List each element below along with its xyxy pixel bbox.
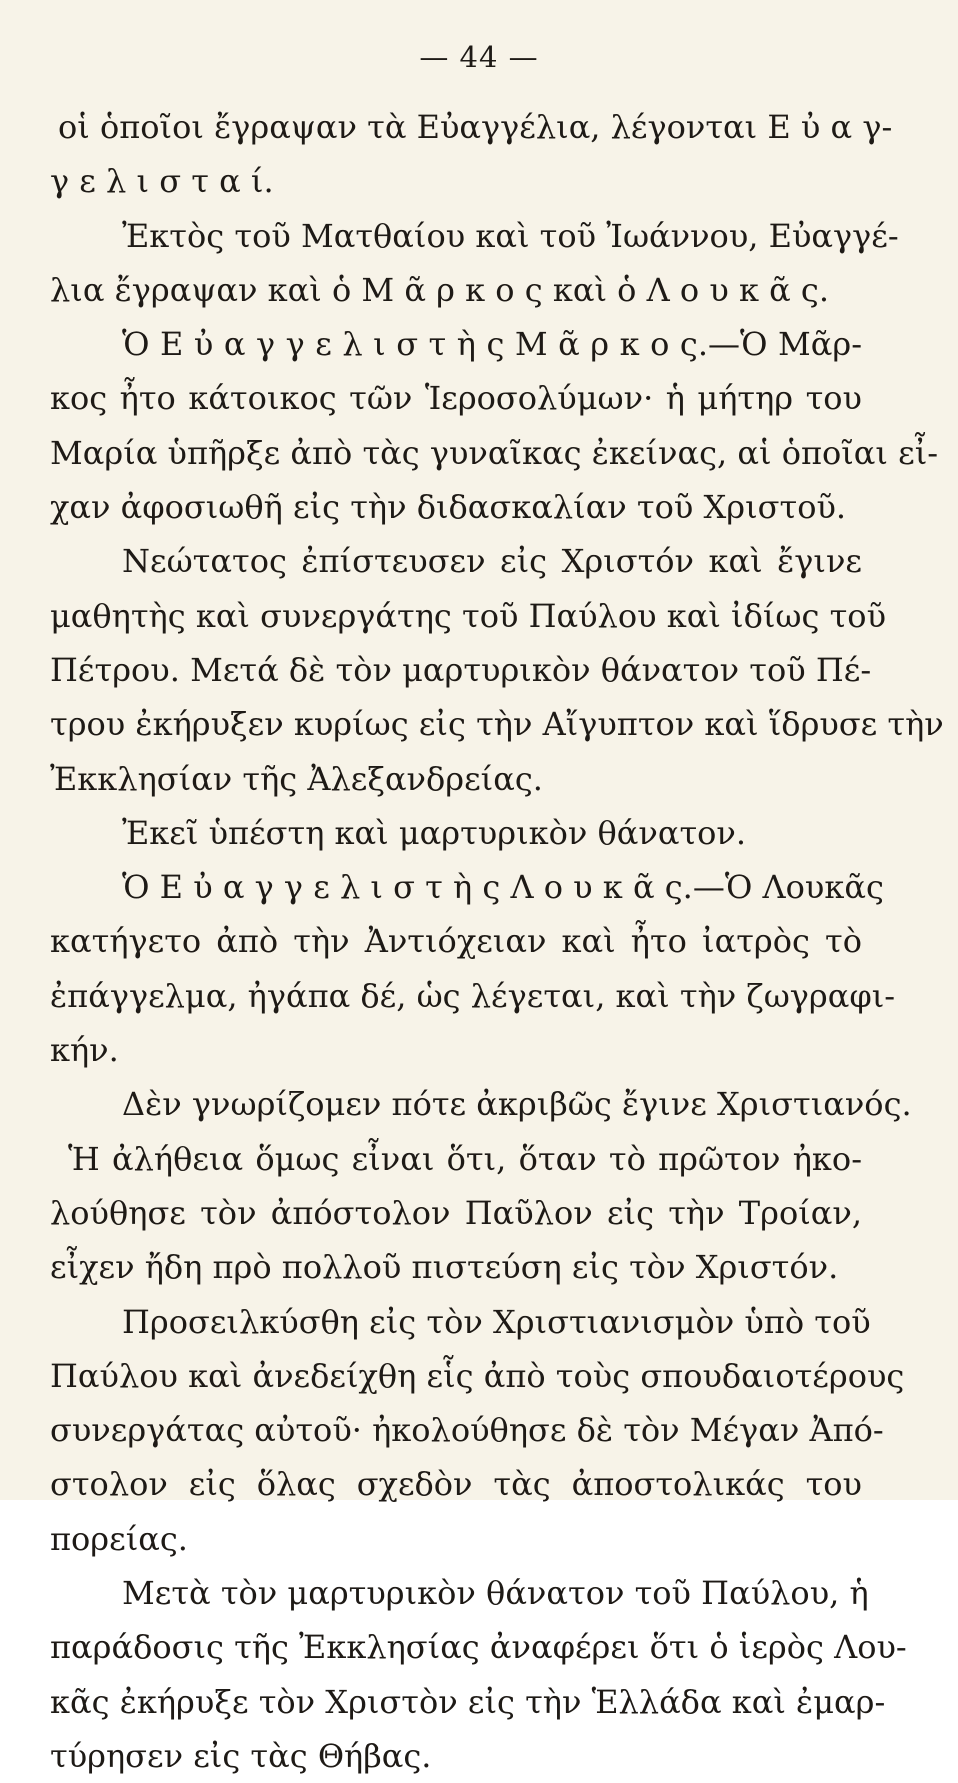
text-line: στολον εἰς ὅλας σχεδὸν τὰς ἀποστολικάς του bbox=[50, 1465, 862, 1504]
text-line: ἐπάγγελμα, ἠγάπα δέ, ὡς λέγεται, καὶ τὴν ζωγραφι- bbox=[50, 976, 896, 1015]
text-line: λούθησε τὸν ἀπόστολον Παῦλον εἰς τὴν Τροίαν, bbox=[50, 1193, 862, 1232]
text-line: μαθητὴς καὶ συνεργάτης τοῦ Παύλου καὶ ἰδίως τοῦ bbox=[50, 596, 887, 635]
body-text bbox=[50, 100, 944, 1783]
text-line: χαν ἀφοσιωθῆ εἰς τὴν διδασκαλίαν τοῦ Χριστοῦ. bbox=[50, 488, 847, 527]
text-line: πορείας. bbox=[50, 1519, 188, 1558]
text-line: κος ἦτο κάτοικος τῶν Ἱεροσολύμων· ἡ μήτηρ του bbox=[50, 379, 862, 418]
text-line: κήν. bbox=[50, 1031, 119, 1070]
text-line: τύρησεν εἰς τὰς Θήβας. bbox=[50, 1736, 432, 1775]
text-line: Πέτρου. Μετά δὲ τὸν μαρτυρικὸν θάνατον τοῦ Πέ- bbox=[50, 650, 872, 689]
text-line: συνεργάτας αὐτοῦ· ἠκολούθησε δὲ τὸν Μέγαν Ἀπό- bbox=[50, 1411, 884, 1450]
text-line: παράδοσις τῆς Ἐκκλησίας ἀναφέρει ὅτι ὁ ἱερὸς Λου- bbox=[50, 1628, 907, 1667]
text-line: κᾶς ἐκήρυξε τὸν Χριστὸν εἰς τὴν Ἑλλάδα καὶ ἐμαρ- bbox=[50, 1682, 886, 1721]
text-line: οἱ ὁποῖοι ἔγραψαν τὰ Εὐαγγέλια, λέγονται Ε ὐ α γ- bbox=[58, 108, 893, 146]
text-line: τρου ἐκήρυξεν κυρίως εἰς τὴν Αἴγυπτον καὶ ἵδρυσε τὴν bbox=[50, 705, 944, 744]
text-line: Ὁ Ε ὐ α γ γ ε λ ι σ τ ὴ ς Λ ο υ κ ᾶ ς.—Ὁ Λουκᾶς bbox=[122, 868, 884, 907]
page-number: — 44 — bbox=[419, 40, 539, 74]
text-line: Ἡ ἀλήθεια ὅμως εἶναι ὅτι, ὅταν τὸ πρῶτον ἠκο- bbox=[68, 1139, 862, 1178]
text-line: κατήγετο ἀπὸ τὴν Ἀντιόχειαν καὶ ἦτο ἰατρὸς τὸ bbox=[50, 922, 862, 961]
text-line: Ὁ Ε ὐ α γ γ ε λ ι σ τ ὴ ς Μ ᾶ ρ κ ο ς.—Ὁ Μᾶρ- bbox=[122, 325, 862, 364]
text-line: Μαρία ὑπῆρξε ἀπὸ τὰς γυναῖκας ἐκείνας, αἱ ὁποῖαι εἶ- bbox=[50, 433, 939, 472]
text-line: Ἐκεῖ ὑπέστη καὶ μαρτυρικὸν θάνατον. bbox=[122, 813, 747, 852]
text-line: εἶχεν ἤδη πρὸ πολλοῦ πιστεύση εἰς τὸν Χριστόν. bbox=[50, 1248, 839, 1287]
text-line: γ ε λ ι σ τ α ί. bbox=[50, 162, 274, 201]
text-line: λια ἔγραψαν καὶ ὁ Μ ᾶ ρ κ ο ς καὶ ὁ Λ ο υ κ ᾶ ς. bbox=[50, 270, 829, 309]
text-line: Προσειλκύσθη εἰς τὸν Χριστιανισμὸν ὑπὸ τοῦ bbox=[122, 1302, 871, 1341]
text-line: Ἐκτὸς τοῦ Ματθαίου καὶ τοῦ Ἰωάννου, Εὐαγγέ- bbox=[122, 216, 899, 255]
text-line: Ἐκκλησίαν τῆς Ἀλεξανδρείας. bbox=[50, 759, 543, 798]
text-line: Νεώτατος ἐπίστευσεν εἰς Χριστόν καὶ ἔγινε bbox=[122, 542, 862, 581]
text-line: Παύλου καὶ ἀνεδείχθη εἷς ἀπὸ τοὺς σπουδαιοτέρους bbox=[50, 1356, 905, 1395]
text-line: Μετὰ τὸν μαρτυρικὸν θάνατον τοῦ Παύλου, ἡ bbox=[122, 1574, 869, 1613]
text-line: Δὲν γνωρίζομεν πότε ἀκριβῶς ἔγινε Χριστιανός. bbox=[122, 1085, 912, 1124]
